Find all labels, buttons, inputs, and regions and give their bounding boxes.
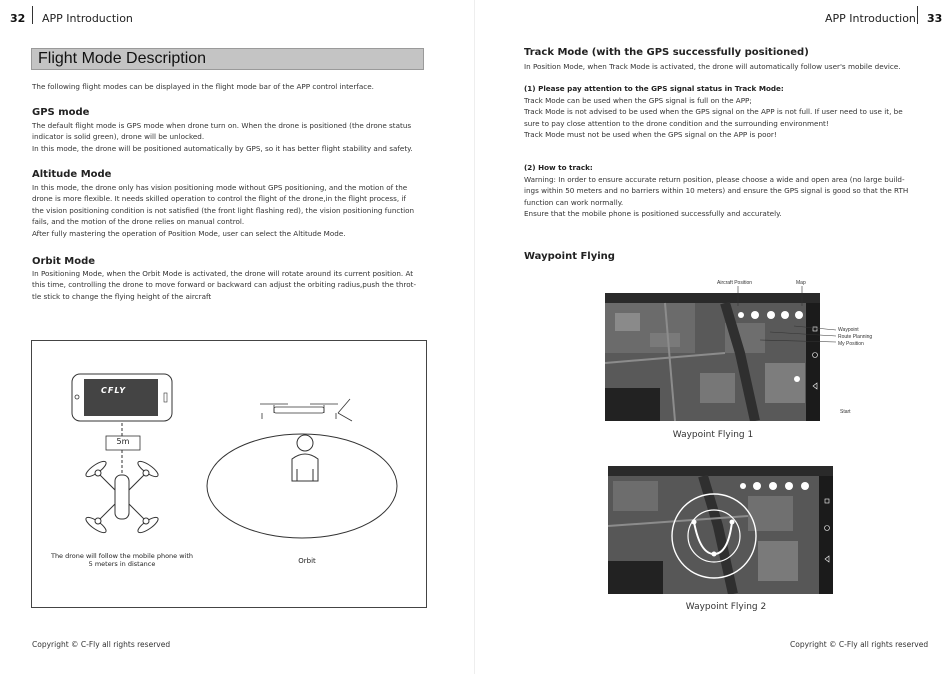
right-header-divider bbox=[917, 6, 918, 24]
orbit-caption: Orbit bbox=[298, 557, 316, 565]
track-sub2-line: Warning: In order to ensure accurate return position, please choose a wide and open area (no large build- bbox=[524, 175, 905, 184]
right-footer: Copyright © C-Fly all rights reserved bbox=[790, 640, 929, 649]
orbit-line: this time, controlling the drone to move forward or backward can adjust the orbiting radius,push the throt- bbox=[32, 280, 417, 290]
altitude-line: fails, and the motion of the drone relies on manual control. bbox=[32, 217, 245, 227]
track-heading: Track Mode (with the GPS successfully positioned) bbox=[524, 47, 809, 58]
callout-my-position: My Position bbox=[838, 341, 864, 347]
orbit-line: tle stick to change the flying height of the aircraft bbox=[32, 291, 212, 301]
track-sub1-heading: (1) Please pay attention to the GPS signal status in Track Mode: bbox=[524, 84, 784, 93]
track-sub1-line: Track Mode must not be used when the GPS signal on the APP is poor! bbox=[524, 130, 777, 140]
track-sub1-line: sure to pay close attention to the drone condition and the surrounding environment! bbox=[524, 118, 829, 128]
altitude-heading: Altitude Mode bbox=[32, 169, 112, 180]
orbit-line: In Positioning Mode, when the Orbit Mode is activated, the drone will rotate around its current position. At bbox=[32, 269, 414, 278]
page-gutter bbox=[474, 0, 475, 674]
left-header-divider bbox=[32, 6, 33, 24]
track-sub1-text bbox=[524, 95, 903, 141]
gps-text bbox=[32, 120, 413, 154]
callout-aircraft-position: Aircraft Position bbox=[717, 280, 753, 286]
track-sub1-line: Track Mode is not advised to be used when the GPS signal on the APP is not full. If user need to use it, be bbox=[524, 107, 903, 117]
track-sub2-line: Ensure that the mobile phone is positioned successfully and accurately. bbox=[524, 209, 782, 219]
follow-caption-line: The drone will follow the mobile phone with bbox=[50, 552, 194, 560]
intro-text: The following flight modes can be displayed in the flight mode bar of the APP control interface. bbox=[32, 82, 374, 91]
altitude-line: After fully mastering the operation of Position Mode, user can select the Altitude Mode. bbox=[32, 228, 346, 238]
altitude-line: the vision positioning condition is not satisfied (the front light flashing red), the vision positioning function bbox=[32, 205, 415, 215]
drone-side-view-icon bbox=[260, 404, 338, 419]
orbit-heading: Orbit Mode bbox=[32, 256, 96, 267]
track-sub1-line: Track Mode can be used when the GPS signal is full on the APP; bbox=[524, 96, 752, 105]
waypoint-heading: Waypoint Flying bbox=[524, 251, 615, 262]
follow-caption bbox=[32, 552, 212, 568]
distance-label: 5m bbox=[116, 437, 130, 446]
track-intro: In Position Mode, when Track Mode is activated, the drone will automatically follow user's mobile device. bbox=[524, 62, 901, 71]
callout-map: Map bbox=[796, 280, 806, 286]
altitude-line: drone is more flexible. It needs skilled operation to control the flight of the drone,in the flight process, if bbox=[32, 194, 406, 204]
callout-start: Start bbox=[840, 409, 851, 415]
track-sub2-heading: (2) How to track: bbox=[524, 163, 593, 172]
waypoint-caption-2: Waypoint Flying 2 bbox=[685, 602, 767, 612]
left-footer: Copyright © C-Fly all rights reserved bbox=[32, 640, 171, 649]
track-sub2-text bbox=[524, 174, 908, 220]
section-banner bbox=[31, 48, 424, 70]
callout-waypoint: Waypoint bbox=[838, 327, 859, 333]
person-icon bbox=[292, 435, 318, 481]
callout-list bbox=[838, 327, 872, 348]
track-sub2-line: ings within 50 meters and no barriers within 10 meters) and ensure the GPS signal is good so that the RTH bbox=[524, 186, 909, 196]
altitude-text bbox=[32, 182, 414, 239]
orbit-text bbox=[32, 268, 416, 302]
gps-line: The default flight mode is GPS mode when drone turn on. When the drone is positioned (the drone status bbox=[32, 121, 412, 130]
waypoint-caption-1: Waypoint Flying 1 bbox=[672, 430, 754, 440]
follow-caption-line: 5 meters in distance bbox=[88, 560, 156, 568]
flight-mode-figure bbox=[31, 340, 427, 608]
altitude-line: In this mode, the drone only has vision positioning mode without GPS positioning, and the motion of the bbox=[32, 183, 408, 192]
phone-logo: CFLY bbox=[101, 386, 126, 395]
left-page-number: 32 bbox=[10, 12, 26, 25]
gps-line: In this mode, the drone will be positioned automatically by GPS, so it has better flight stability and safety. bbox=[32, 143, 413, 153]
track-sub2-line: function can work normally. bbox=[524, 197, 624, 207]
waypoint-screenshot-2 bbox=[608, 466, 833, 594]
callout-leaders-1 bbox=[730, 286, 840, 346]
gps-line: indicator is solid green), drone will be unlocked. bbox=[32, 132, 205, 142]
left-page-header: APP Introduction bbox=[42, 12, 133, 25]
right-page-number: 33 bbox=[927, 12, 943, 25]
section-title: Flight Mode Description bbox=[38, 50, 207, 67]
gps-heading: GPS mode bbox=[32, 107, 90, 118]
right-page-header: APP Introduction bbox=[825, 12, 916, 25]
callout-route-planning: Route Planning bbox=[838, 334, 873, 340]
